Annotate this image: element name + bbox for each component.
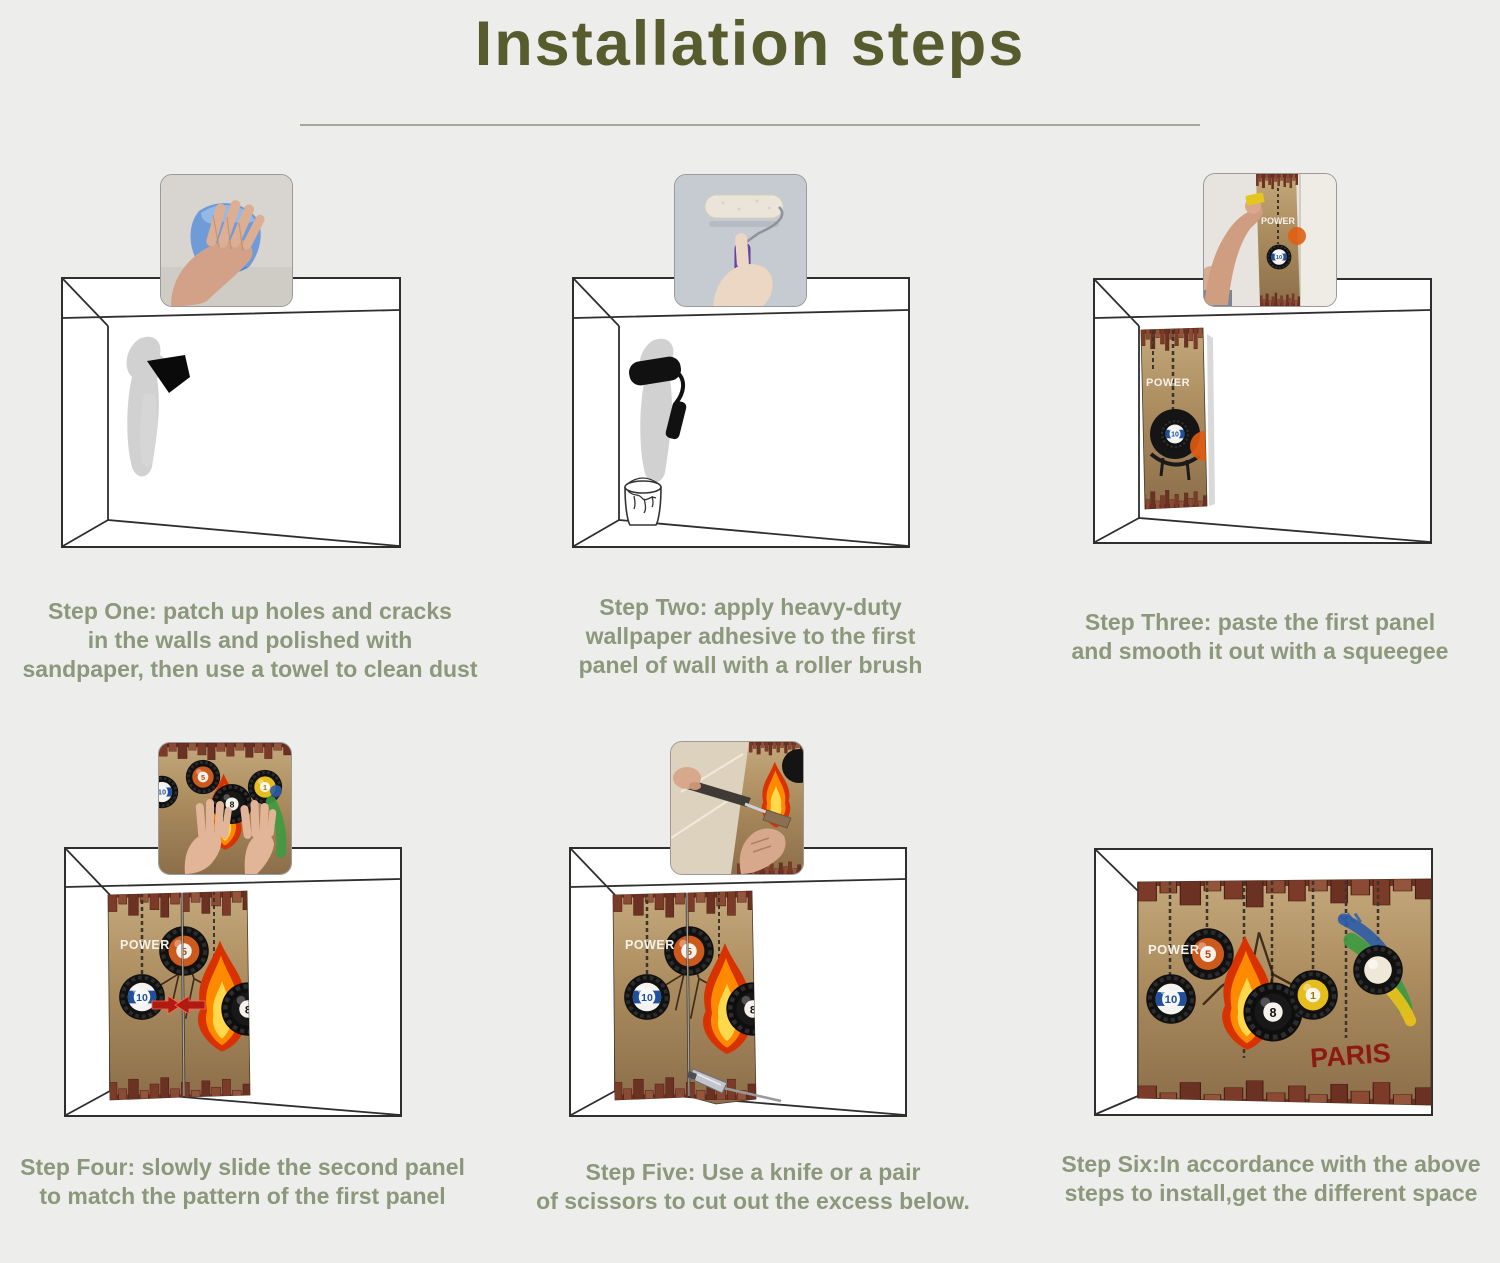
step-one-caption [0,597,500,684]
step-four-photo [158,742,292,875]
step-four-caption [0,1153,485,1211]
power-text: POWER [1261,216,1296,226]
caption-line: wallpaper adhesive to the first [585,623,916,649]
step-two-room-sketch [572,277,910,548]
caption-line: and smooth it out with a squeegee [1071,638,1449,664]
power-text: POWER [120,938,170,952]
cue-ball [1353,945,1403,995]
pool-ball-10 [1160,419,1191,450]
step-five-caption [507,1158,999,1216]
step-one-room-sketch [61,277,401,548]
step-one-photo [160,174,293,307]
page-title: Installation steps [474,9,1026,79]
caption-line: Step Six:In accordance with the above [1061,1151,1481,1177]
step-six-room-sketch [1094,848,1433,1116]
full-wall-mural [1138,879,1432,1105]
caption-line: to match the pattern of the first panel [39,1183,446,1209]
caption-line: Step Four: slowly slide the second panel [20,1154,465,1180]
step-five-room-sketch [569,847,907,1117]
power-text: POWER [1146,377,1191,389]
step-four-room-sketch [64,847,402,1117]
caption-line: Step Five: Use a knife or a pair [585,1159,921,1185]
step-two-caption [508,593,993,680]
caption-line: panel of wall with a roller brush [578,652,923,678]
step-six-caption [1042,1150,1500,1208]
pool-ball-10 [1267,245,1292,270]
caption-line: Step Two: apply heavy-duty [599,594,902,620]
step-three-photo [1203,173,1337,307]
power-text: POWER [625,938,675,952]
caption-line: sandpaper, then use a towel to clean dust [22,656,478,682]
pool-ball-10 [119,974,165,1020]
pool-ball-1 [1288,970,1338,1020]
caption-line: steps to install,get the different space [1064,1180,1478,1206]
caption-line: Step Three: paste the first panel [1084,609,1436,635]
room-outline [573,278,909,547]
power-text: POWER [1148,942,1200,957]
paint-bucket-icon [625,478,661,525]
caption-line: Step One: patch up holes and cracks [48,598,452,624]
step-five-photo [670,741,804,875]
step-two-photo [674,174,807,307]
caption-line: of scissors to cut out the excess below. [536,1188,970,1214]
pool-ball-5 [186,760,220,794]
step-three-caption [1020,608,1500,666]
step-three-room-sketch [1093,278,1432,544]
title-divider [300,124,1200,126]
caption-line: in the walls and polished with [87,627,413,653]
paris-text: PARIS [1309,1037,1392,1074]
pool-ball-10 [1146,974,1196,1024]
room-outline [62,278,400,547]
pool-ball-10 [624,974,670,1020]
